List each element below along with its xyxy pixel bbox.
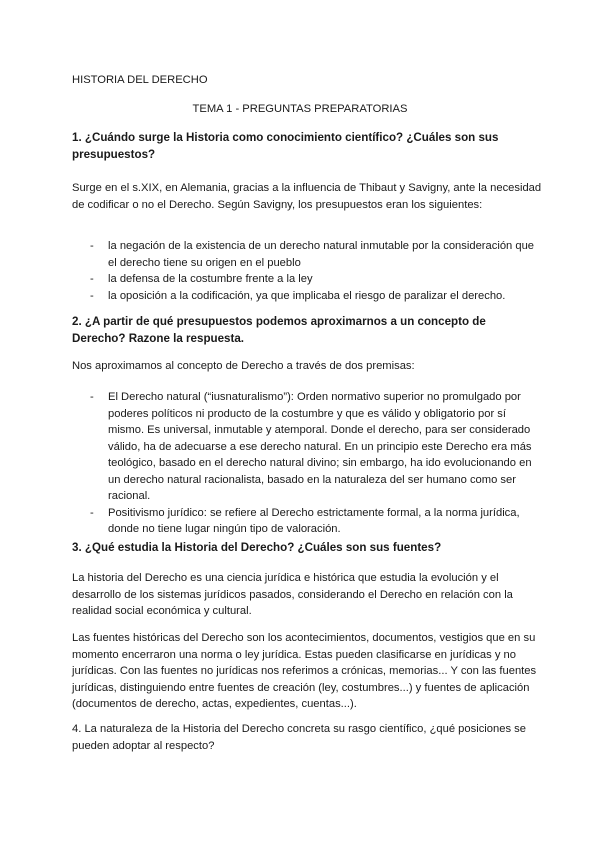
- answer-2: Nos aproximamos al concepto de Derecho a través de dos premisas:: [72, 360, 415, 372]
- answer-1: Surge en el s.XIX, en Alemania, gracias a la influencia de Thibaut y Savigny, ante la necesidad de codificar o no el Derecho. Según Savigny, los presupuestos eran los siguientes:: [72, 182, 542, 211]
- list-item: - la oposición a la codificación, ya que implicaba el riesgo de paralizar el derecho.: [72, 288, 542, 305]
- answer-3-paragraph-1: La historia del Derecho es una ciencia jurídica e histórica que estudia la evolución y el desarrollo de los sistemas jurídicos pasados, considerando el Derecho en relación con la realidad social económica y cultural.: [72, 572, 513, 617]
- list-item: - la defensa de la costumbre frente a la ley: [72, 271, 542, 288]
- answer-1-list: [72, 238, 542, 304]
- question-3: 3. ¿Qué estudia la Historia del Derecho? ¿Cuáles son sus fuentes?: [72, 541, 442, 554]
- list-item: - El Derecho natural (“iusnaturalismo”): Orden normativo superior no promulgado por poderes políticos ni producto de la costumbre y que es válido y obligatorio por sí mismo. Es universal, inmutable y atemporal. Donde el derecho, para ser considerado válido, ha de adecuarse a ese derecho natural. En un principio este Derecho era más teológico, basado en el derecho natural divino; sin embargo, ha ido evolucionando en un derecho natural racionalista, basado en la naturaleza del ser humano como ser racional.: [72, 389, 542, 505]
- list-item: - Positivismo jurídico: se refiere al Derecho estrictamente formal, a la norma jurídica, donde no tiene lugar ningún tipo de valoración.: [72, 505, 542, 538]
- document-subtitle: TEMA 1 - PREGUNTAS PREPARATORIAS: [192, 103, 408, 115]
- answer-2-list: [72, 389, 542, 538]
- list-item: - la negación de la existencia de un derecho natural inmutable por la consideración que el derecho tiene su origen en el pueblo: [72, 238, 542, 271]
- answer-3-paragraph-2: Las fuentes históricas del Derecho son los acontecimientos, documentos, vestigios que en su momento encerraron una norma o ley jurídica. Estas pueden clasificarse en jurídicas y no jurídicas. Con las fuentes no jurídicas nos referimos a crónicas, memorias... Y con las fuentes jurídicas, distinguiendo entre fuentes de creación (ley, costumbres...) y fuentes de aplicación (documentos de derecho, actas, expedientes, cuentas...).: [72, 632, 537, 710]
- question-1: 1. ¿Cuándo surge la Historia como conocimiento científico? ¿Cuáles son sus presupuestos?: [72, 131, 499, 161]
- question-2: 2. ¿A partir de qué presupuestos podemos aproximarnos a un concepto de Derecho? Razone la respuesta.: [72, 315, 486, 345]
- document-title: HISTORIA DEL DERECHO: [72, 74, 208, 86]
- question-4: 4. La naturaleza de la Historia del Derecho concreta su rasgo científico, ¿qué posiciones se pueden adoptar al respecto?: [72, 723, 526, 752]
